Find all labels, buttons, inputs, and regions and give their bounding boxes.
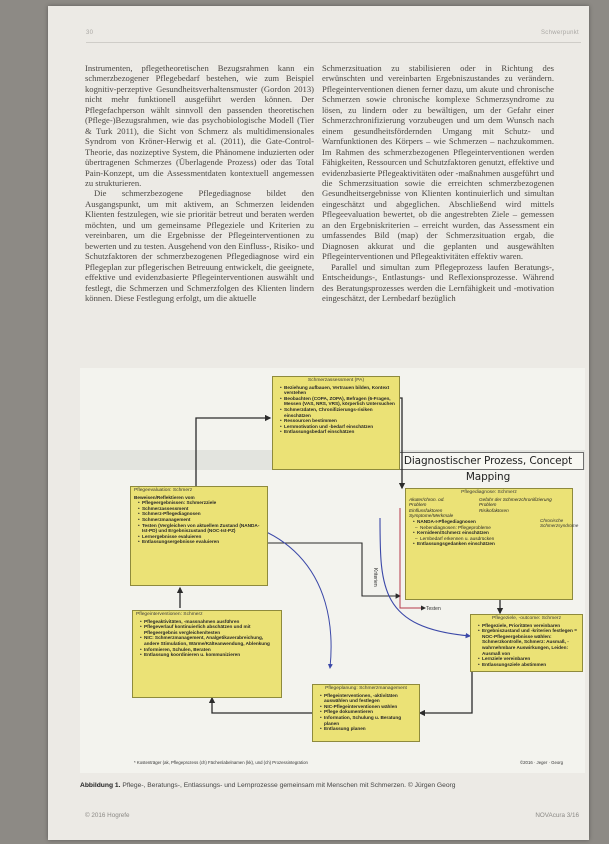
- list-item: • Schmerz-Pflegediagnosen: [138, 511, 264, 517]
- list-item: • Lernergebnisse evaluieren: [138, 534, 264, 540]
- list-item: • Entlassungsgedanken einschätzen: [413, 541, 569, 547]
- diagnosis-col1-line: Symptome/Merkmale: [409, 513, 454, 519]
- text-column-right: [322, 63, 554, 303]
- list-item: – Nebendiagnosen: Pflegeprobleme: [413, 525, 569, 531]
- diagnosis-col2-line: Problem: [479, 502, 497, 508]
- diagnosis-col2-line: Risikofaktoren: [479, 507, 509, 513]
- footer-journal: NOVAcura 3/16: [535, 812, 579, 819]
- node-title: Pflegeinterventionen: Schmerz: [136, 612, 203, 617]
- list-item: • Schmerzassessment: [138, 506, 264, 512]
- arrow-planning-to-intervention: [212, 698, 312, 713]
- list-item: • Schmerzdaten, Chronifizierungs-risiken einschätzen: [280, 407, 396, 418]
- list-item: • Lernziele vereinbaren: [478, 656, 579, 662]
- text-column-left: [85, 63, 314, 303]
- node-title: Pflegeplanung: Schmerzmanagement: [325, 686, 407, 691]
- node-title: Schmerzassessment (PA): [307, 378, 365, 383]
- list-item: – Lernbedarf erkennen u. ausdrücken: [413, 536, 569, 542]
- node-evaluation: [130, 486, 268, 586]
- node-planning: [312, 684, 420, 742]
- list-item: • Pflegeaktivitäten, -massnahmen ausführen: [140, 619, 278, 625]
- list-item: • Lernmotivation und -bedarf einschätzen: [280, 424, 396, 430]
- list-item: • Entlassungsergebnisse evaluieren: [138, 539, 264, 545]
- diagnosis-col1-line: Problem: [409, 502, 427, 508]
- caption-label: Abbildung 1.: [80, 782, 121, 789]
- figure-caption: [80, 782, 560, 790]
- caption-text: Pflege-, Beratungs-, Entlassungs- und Lernprozesse gemeinsam mit Menschen mit Schmerzen. © Jürgen Georg: [122, 782, 456, 789]
- list-item: • Pflege dokumentieren: [320, 709, 416, 715]
- arrow-outcome-to-planning: [420, 668, 472, 713]
- list-item: • Pflegeinterventionen, -aktivitäten auswählen und festlegen: [320, 693, 416, 704]
- header-rule: [86, 42, 581, 43]
- figure-copyright: ©2016 · Jeger · Georg: [520, 760, 564, 765]
- list-item: • Pflegeverlauf kontinuierlich abschätzen und mit Pflegeergebnis vergleichen/testen: [140, 624, 278, 635]
- arrow-evaluation-to-assessment: [196, 418, 270, 486]
- node-outcome: [470, 614, 583, 672]
- list-item: • Information, Schulung u. Beratung planen: [320, 715, 416, 726]
- book-page: [48, 6, 589, 840]
- node-title: Pflegeziele, -outcome: Schmerz: [491, 616, 562, 621]
- node-assessment: [272, 376, 400, 470]
- list-item: • Ergebniszustand und -kriterien festlegen = NOC-Pflegeergebnisse wählen: Schmerzkontrolle, Schmerz: Ausmaß, -wahrnehmbare Auswirkungen, Leiden: Ausmaß von: [478, 628, 579, 656]
- list-item: • Pflegeziele, Prioritäten vereinbaren: [478, 623, 579, 629]
- list-item: • Entlassung koordinieren u. kommunizieren: [140, 652, 278, 658]
- list-item: • Testen (Vergleichen von aktuellem Zustand (NANDA-Ist-PD) und Ergebniszustand (NOC-Ist-PZ): [138, 523, 264, 534]
- list-item: • Beziehung aufbauen, Vertrauen bilden, Kontext verstehen: [280, 385, 396, 396]
- chronic-syndromes-label: Chronische Schmerzsyndrome: [540, 518, 579, 529]
- node-title: Pflegediagnose: Schmerz: [461, 490, 517, 495]
- diagnosis-col1-line: Einflussfaktoren: [409, 507, 443, 513]
- list-item: • Schmerzmanagement: [138, 517, 264, 523]
- paragraph: Instrumenten, pflegetheoretischen Bezugsrahmen kann ein schmerzbezogener Pflegebedarf bestehen, wie zum Beispiel kognitiv-perzeptive Gesundheitsverhaltensmuster (Gordon 2013) nicht mehr funktionell ausgeführt werden können. Der Pflegefachperson wählt sinnvoll den passenden theoretischen (Pflege-)Bezugsrahmen, wie das psychobiologische Modell (Tier & Turk 2011), die Sicht von Schmerz als multidimensionales Syndrom von Kröner-Herwig et al. (2011), die Gate-Control-Theorie, das nozizeptive System, die Phänomene induzierten oder übertragenen Schmerzes (Überlagende Prozess) oder das Total Pain-Konzept, um die Assessmentdaten kontextuell angemessen zu strukturieren.: [85, 63, 314, 188]
- list-item: • Ressourcen bestimmen: [280, 418, 396, 424]
- list-item: • Pflegeergebnissen: Schmerzziele: [138, 500, 264, 506]
- node-intervention: [132, 610, 282, 698]
- list-item: • Entlassung planen: [320, 726, 416, 732]
- list-item: • NIC: Schmerzmanagement, Analgetikaverabreichung, andere Stimulation, Wärme/Kälteanwendung, Ablenkung: [140, 635, 278, 646]
- list-item: • NANDA-I-Pflegediagnosen: [413, 519, 569, 525]
- diagnosis-col1-line: Akuter/chron. od.: [409, 496, 445, 502]
- figure-footnote: * Kostenträger (ak, Pflegeprozess (ch) Fächenlabelnamen (kk), und (ch) Prozessintegration: [134, 760, 308, 765]
- list-item: • Informieren, Schulen, Beraten: [140, 647, 278, 653]
- node-title: Pflegeevaluation: Schmerz: [134, 488, 193, 493]
- node-diagnosis: [405, 488, 573, 600]
- concept-map-figure: [80, 368, 585, 773]
- footer-publisher: © 2016 Hogrefe: [85, 812, 130, 819]
- node-subtitle: Beweisen/Reflektieren vom: [134, 494, 195, 500]
- list-item: • Entlassungsziele abstimmen: [478, 662, 579, 668]
- running-header-section: Schwerpunkt: [541, 30, 579, 36]
- list-item: • Kernideen/Schmerz einschätzen: [413, 530, 569, 536]
- list-item: • Entlassungsbedarf einschätzen: [280, 429, 396, 435]
- paragraph: Schmerzsituation zu stabilisieren oder in Richtung des erwünschten und vereinbarten Ergebniszustandes zu verändern. Pflegeinterventionen dienen ferner dazu, um akute und chronische Schmerzen sowie chronische komplexe Schmerzsyndrome zu lösen, zu lindern oder zu bewältigen, um der Gefahr einer Schmerzchronifizierung vorzubeugen und um dem Wunsch nach einem gesundheitsfördernden Umgang mit Schutz- und Warnfunktionen des Körpers – wie Schmerzen – nachzukommen. Im Rahmen des schmerzbezogenen Pflegeinterventionen werden Fähigkeiten, Ressourcen und Schutzfaktoren genutzt, effektive und evidenzbasierte Pflegeaktivitäten oder -maßnahmen ausgeführt und die Schmerzsituation sowie die erreichten schmerzbezogenen Gesundheitsergebnisse von Klienten kontinuierlich und simultan eingeschätzt und abgeglichen. Abschließend wird mittels Pflegeevaluation bewertet, ob die angestrebten Ziele – gemessen an den Ergebniskriterien – erreicht wurden, das Assessment ein umfassendes Bild (map) der Schmerzsituation ergab, die Diagnosen akkurat und die geplanten und ausgewählten Pflegeinterventionen und Pflegeaktivitäten effektiv waren.: [322, 63, 554, 262]
- criteria-label: Kriterien: [372, 568, 378, 587]
- page-number: 30: [86, 30, 94, 36]
- diagnosis-col2-line: Gefahr der Schmerzchronifizierung: [479, 496, 552, 502]
- paragraph: Die schmerzbezogene Pflegediagnose bildet den Ausgangspunkt, um mit aktivem, an Schmerzen leidenden Klienten festzulegen, wie sie prioritär betreut und beraten werden möchten, und um gemeinsame Pflegeziele und Kriterien zu vereinbaren, um die Ergebnisse der Pflegeinterventionen zu bewerten und zu testen. Ausgehend von den Einfluss-, Risiko- und Schutzfaktoren der schmerzbezogenen Pflegediagnose wird ein Pflegeplan zur pflegerischen Betreuung entwickelt, die geeignete, effektive und evidenzbasierte Pflegeinterventionen auswählt und festlegt, die Schmerzen und Schmerzfolgen des Klienten lindern können. Diese Festlegung erfolgt, um die aktuelle: [85, 188, 314, 303]
- list-item: • Beobachten (COPA, ZOPA), Befragen (6-Fragen, Messen (VAS, NRS, VRS), körperlich Untersuchen: [280, 396, 396, 407]
- testen-label: Testen: [426, 606, 441, 612]
- figure-band-title: Diagnostischer Prozess, Concept Mapping: [392, 452, 584, 470]
- paragraph: Parallel und simultan zum Pflegeprozess laufen Beratungs-, Entscheidungs-, Entlastungs- und Reflexionsprozesse. Während des Beratungsprozesses werden die Lernfähigkeit und -motivation eingeschätzt, der Lernbedarf bezüglich: [322, 261, 554, 303]
- list-item: • NIC-Pflegeinterventionen wählen: [320, 704, 416, 710]
